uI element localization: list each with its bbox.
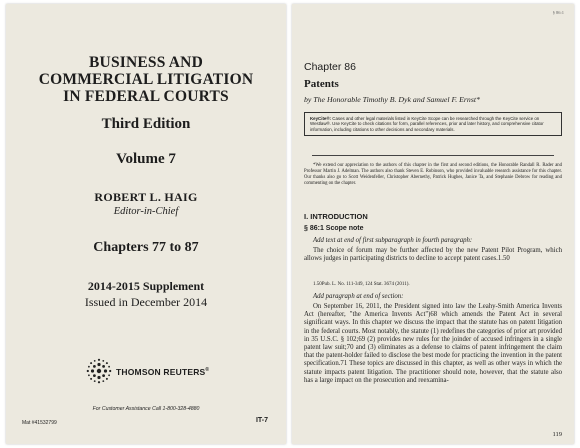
- page-id: IT-7: [255, 417, 268, 424]
- book-title-line: IN FEDERAL COURTS: [63, 88, 229, 105]
- paragraph-forum: The choice of forum may be further affected by the new Patent Pilot Program, which allows judges in participating districts to decline to accept patent cases.1.50: [304, 247, 562, 263]
- book-title-line: COMMERCIAL LITIGATION: [38, 71, 254, 88]
- subsection-heading: § 86:1 Scope note: [304, 225, 364, 232]
- corner-section-mark: § 86:1: [552, 10, 564, 15]
- keycite-lead: KeyCite®:: [310, 116, 332, 121]
- title-page: [6, 4, 286, 444]
- chapter-label: Chapter 86: [304, 61, 356, 73]
- instruction-first: Add text at end of first subparagraph in fourth paragraph:: [313, 237, 473, 244]
- author-role: Editor-in-Chief: [113, 206, 179, 217]
- mat-number: Mat #41532799: [22, 420, 57, 426]
- issue-date: Issued in December 2014: [84, 295, 208, 309]
- supplement-year: 2014-2015 Supplement: [87, 279, 205, 293]
- customer-assistance: For Customer Assistance Call 1-800-328-4880: [92, 406, 200, 412]
- thomson-reuters-dot-icon: [86, 358, 112, 384]
- acknowledgment-footnote: *We extend our appreciation to the authors of this chapter in the first and second editions, the Honorable Randall R. Rader and Professor Martin J. Adelman. The authors also thank Steven E. Robinson, who provided invaluable research assistance for this chapter. Our thanks also go to Scott Weidenfeller, Christopher Abernethy, Patrick Hughes, Janice Ta, and Stephanie Debrow for reading and commenting on the chapter.: [304, 163, 562, 186]
- edition: Third Edition: [101, 116, 191, 132]
- book-title: [6, 54, 286, 105]
- divider: [312, 155, 554, 156]
- chapter-page: [292, 4, 574, 444]
- chapter-title: Patents: [304, 78, 339, 90]
- keycite-text: Cases and other legal materials listed in KeyCite Scope can be researched through the KeyCite service on Westlaw®. Use KeyCite to check citations for form, parallel references, prior and later history, and comprehensive citator information, including citations to other decisions and secondary materials.: [310, 116, 544, 132]
- registered-mark: ®: [205, 367, 210, 374]
- section-heading: I. INTRODUCTION: [304, 212, 368, 221]
- author-name: ROBERT L. HAIG: [94, 190, 198, 204]
- instruction-second: Add paragraph at end of section:: [313, 293, 404, 300]
- page-number: 119: [552, 431, 562, 438]
- volume: Volume 7: [116, 151, 176, 167]
- paragraph-aia: On September 16, 2011, the President signed into law the Leahy-Smith America Invents Act (hereafter, "the America Invents Act")68 which amends the Patent Act in several significant ways. In this chapter we discuss the impact that the statute has on patent litigation in the federal courts. Most notably, the statute (1) redefines the categories of prior art provided in 35 U.S.C. § 102;69 (2) provides new rules for the joinder of accused infringers in a single patent law suit;70 and (3) eliminates as a defense to claims of patent infringement the claim that the patent-holder failed to disclose the best mode for practicing the invention in the patent specification.71 These topics are discussed in this chapter, as well as other ways in which the statute impacts patent litigation. The practitioner should note, however, that the statute also has a large impact on the prosecution and reexamina-: [304, 303, 562, 384]
- publisher-logo: [86, 356, 210, 388]
- book-title-line: BUSINESS AND: [89, 54, 203, 71]
- publisher-name: THOMSON REUTERS®: [116, 367, 210, 377]
- chapter-range: Chapters 77 to 87: [93, 240, 199, 255]
- chapter-authors: by The Honorable Timothy B. Dyk and Samuel F. Ernst*: [304, 95, 480, 104]
- keycite-box: [304, 112, 562, 136]
- footnote-pub-law: 1.50Pub. L. No. 111-349, 124 Stat. 3674 (2011).: [313, 282, 410, 287]
